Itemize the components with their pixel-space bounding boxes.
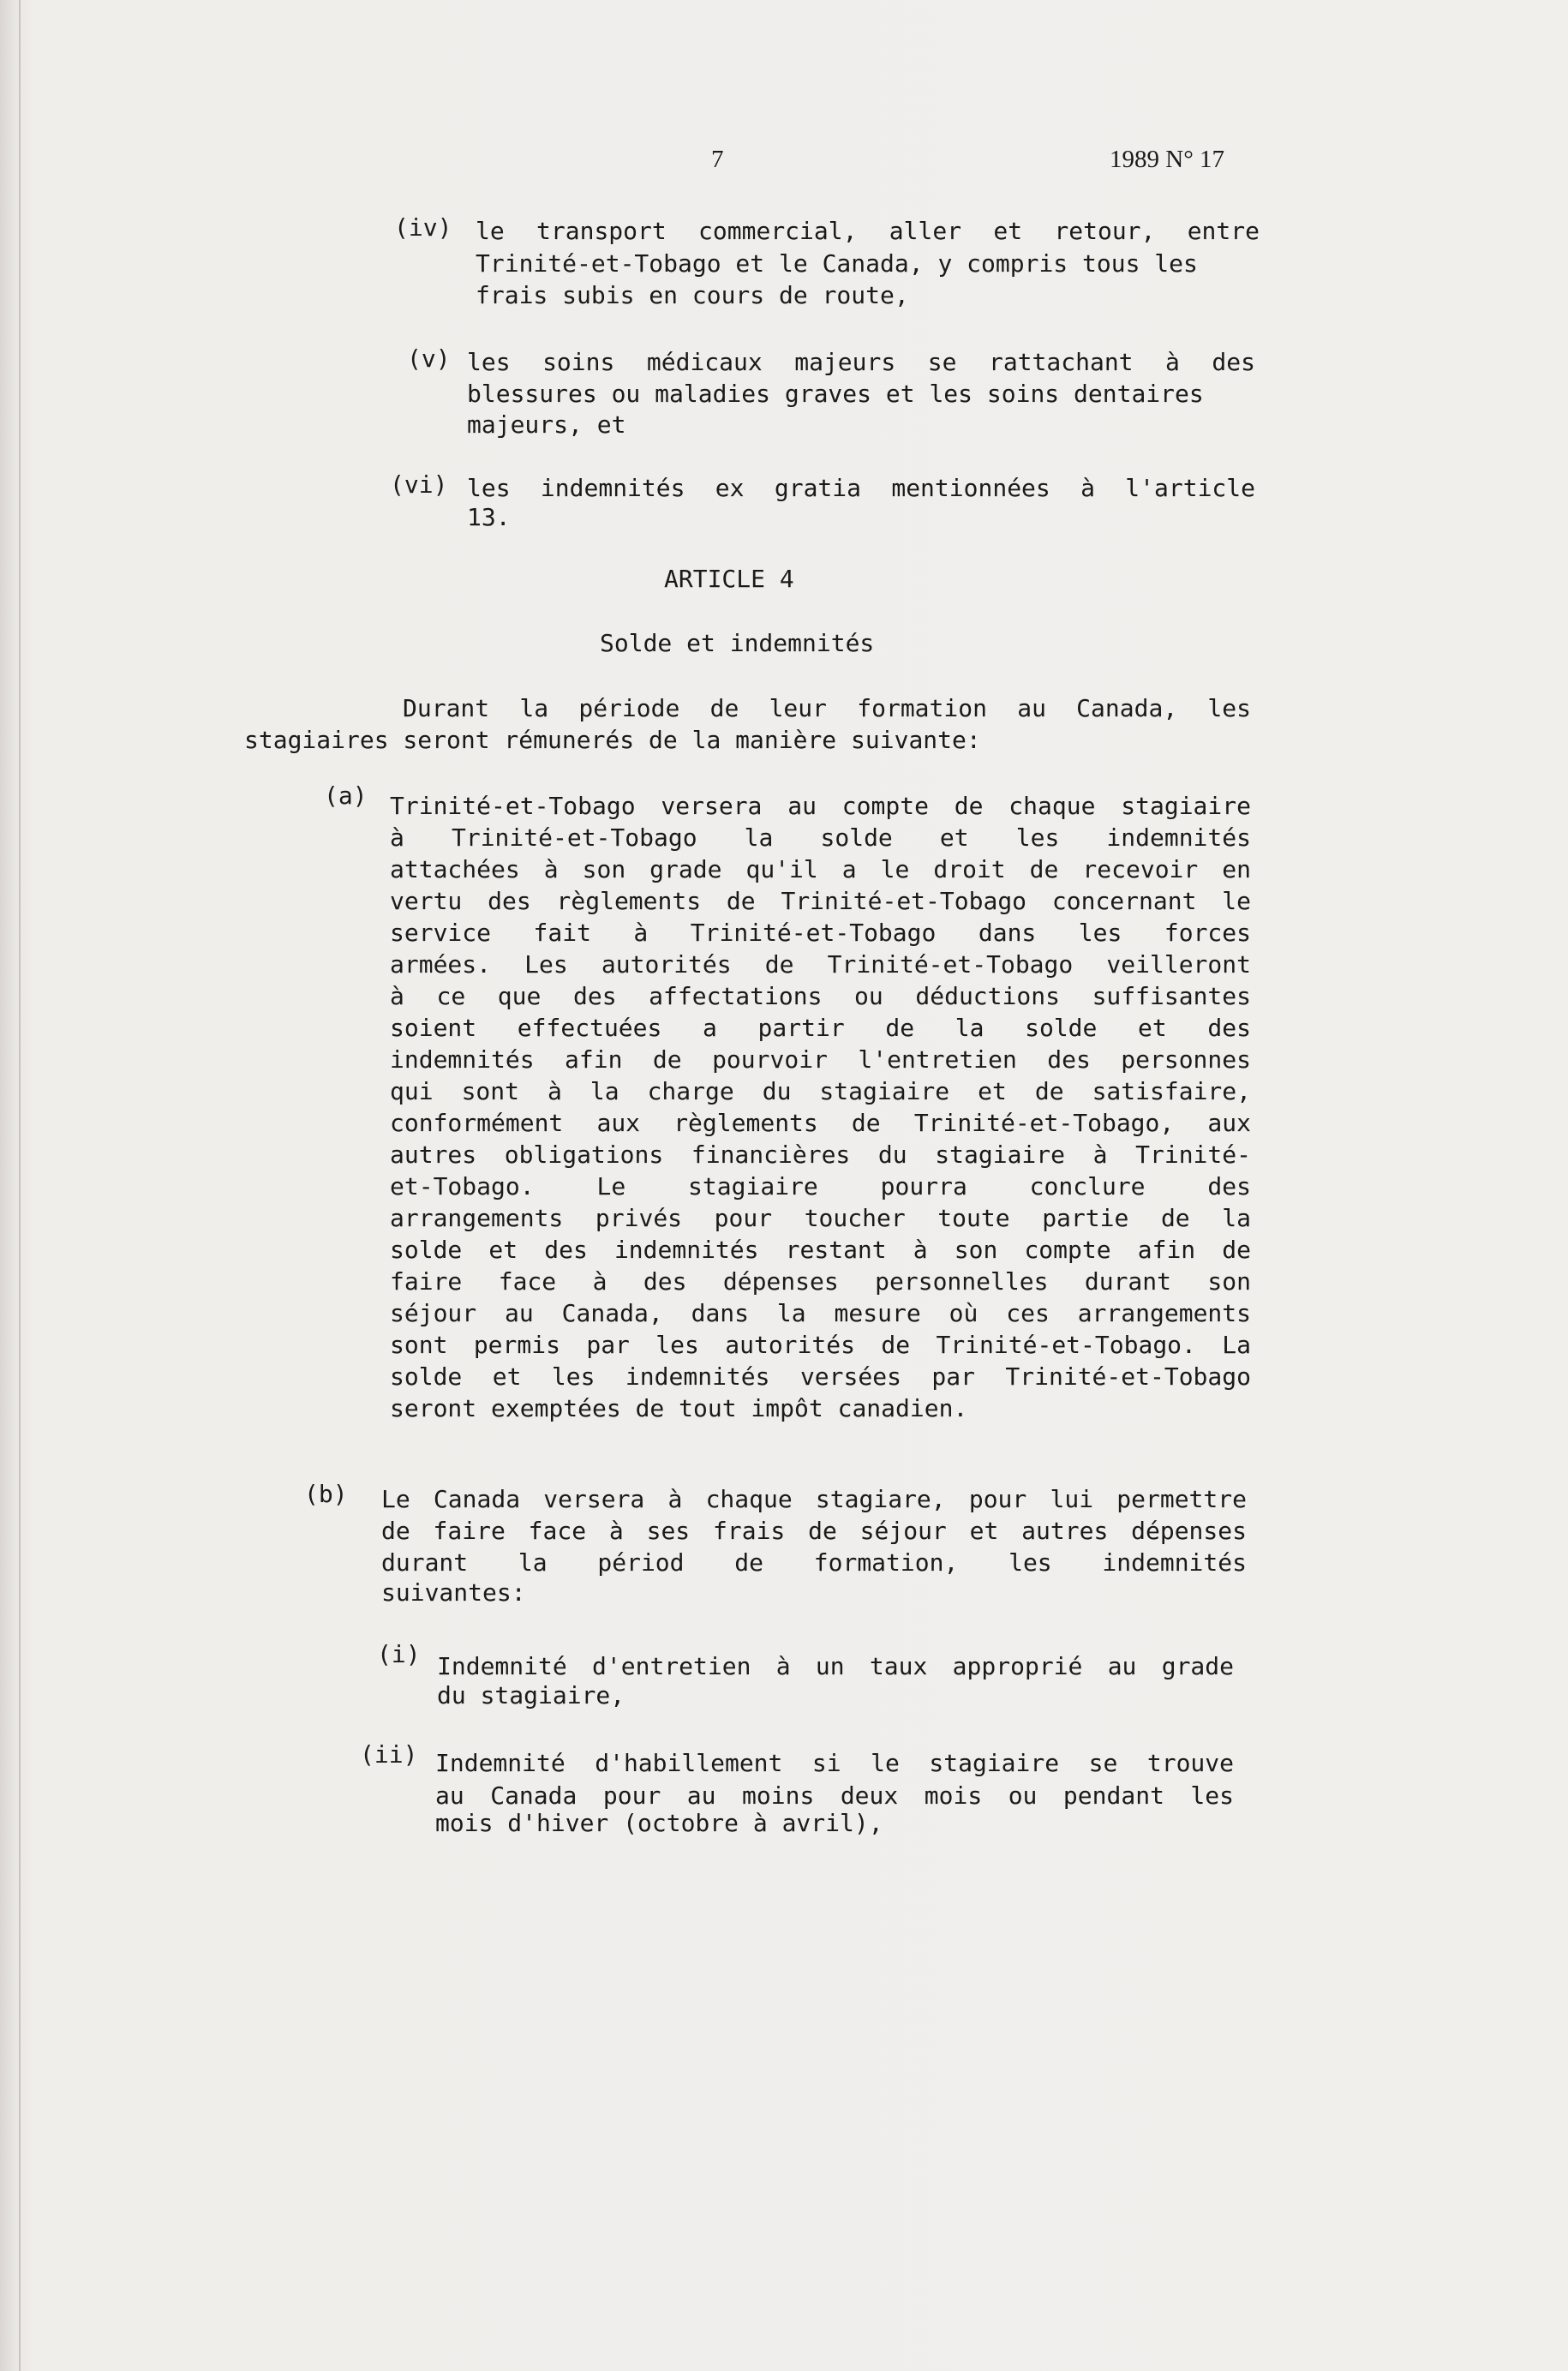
item-marker-vi: (vi)	[390, 470, 448, 499]
clause-b-line: suivantes:	[381, 1578, 526, 1607]
clause-a-line: soient effectuées a partir de la solde et des	[390, 1014, 1251, 1042]
clause-marker-b: (b)	[304, 1480, 348, 1508]
clause-a-line: faire face à des dépenses personnelles durant son	[390, 1267, 1251, 1296]
item-v-line-2: blessures ou maladies graves et les soins dentaires	[467, 380, 1204, 408]
clause-b-line: Le Canada versera à chaque stagiare, pour lui permettre	[381, 1485, 1247, 1513]
clause-a-line: attachées à son grade qu'il a le droit de recevoir en	[390, 855, 1251, 883]
item-vi-line-1: les indemnités ex gratia mentionnées à l'article	[467, 474, 1255, 502]
article-heading: ARTICLE 4	[664, 565, 794, 593]
clause-a-line: solde et les indemnités versées par Trinité-et-Tobago	[390, 1362, 1251, 1391]
item-marker-v: (v)	[407, 344, 451, 373]
item-iv-line-3: frais subis en cours de route,	[476, 281, 909, 309]
subitem-marker-ii: (ii)	[360, 1740, 418, 1769]
subitem-marker-i: (i)	[377, 1640, 421, 1668]
clause-a-line: indemnités afin de pourvoir l'entretien des personnes	[390, 1045, 1251, 1074]
clause-marker-a: (a)	[324, 781, 368, 810]
item-v-line-3: majeurs, et	[467, 410, 626, 439]
intro-paragraph-line-1: Durant la période de leur formation au Canada, les	[403, 694, 1251, 722]
subitem-ii-line: mois d'hiver (octobre à avril),	[435, 1809, 883, 1837]
clause-a-line: armées. Les autorités de Trinité-et-Tobago veilleront	[390, 950, 1251, 979]
clause-a-line: et-Tobago. Le stagiaire pourra conclure des	[390, 1172, 1251, 1200]
clause-a-line: qui sont à la charge du stagiaire et de satisfaire,	[390, 1077, 1251, 1105]
clause-a-line: arrangements privés pour toucher toute partie de la	[390, 1204, 1251, 1232]
subitem-ii-line: Indemnité d'habillement si le stagiaire se trouve	[435, 1749, 1234, 1777]
item-vi-line-2: 13.	[467, 503, 511, 531]
clause-b-line: durant la périod de formation, les indemnités	[381, 1548, 1247, 1577]
clause-a-line: séjour au Canada, dans la mesure où ces arrangements	[390, 1299, 1251, 1327]
clause-a-line: conformément aux règlements de Trinité-et-Tobago, aux	[390, 1109, 1251, 1137]
clause-a-line: sont permis par les autorités de Trinité-et-Tobago. La	[390, 1331, 1251, 1359]
document-number: 1989 N° 17	[1110, 146, 1225, 173]
item-v-line-1: les soins médicaux majeurs se rattachant à des	[467, 348, 1255, 376]
clause-a-line: vertu des règlements de Trinité-et-Tobago concernant le	[390, 887, 1251, 915]
clause-a-line: seront exemptées de tout impôt canadien.	[390, 1394, 968, 1422]
item-iv-line-2: Trinité-et-Tobago et le Canada, y compris tous les	[476, 249, 1198, 278]
page-number: 7	[711, 146, 724, 173]
item-marker-iv: (iv)	[394, 213, 452, 242]
subitem-ii-line: au Canada pour au moins deux mois ou pendant les	[435, 1781, 1234, 1810]
item-iv-line-1: le transport commercial, aller et retour, entre	[476, 217, 1260, 245]
clause-b-line: de faire face à ses frais de séjour et autres dépenses	[381, 1517, 1247, 1545]
binding-shadow	[19, 0, 21, 2371]
clause-a-line: Trinité-et-Tobago versera au compte de chaque stagiaire	[390, 792, 1251, 820]
clause-a-line: service fait à Trinité-et-Tobago dans les forces	[390, 919, 1251, 947]
intro-paragraph-line-2: stagiaires seront rémunerés de la manière suivante:	[244, 726, 981, 754]
clause-a-line: solde et des indemnités restant à son compte afin de	[390, 1236, 1251, 1264]
clause-a-line: à Trinité-et-Tobago la solde et les indemnités	[390, 823, 1251, 852]
subitem-i-line: Indemnité d'entretien à un taux approprié au grade	[437, 1652, 1234, 1680]
clause-a-line: autres obligations financières du stagiaire à Trinité-	[390, 1141, 1251, 1169]
article-subheading: Solde et indemnités	[600, 629, 875, 657]
subitem-i-line: du stagiaire,	[437, 1681, 625, 1709]
clause-a-line: à ce que des affectations ou déductions suffisantes	[390, 982, 1251, 1010]
